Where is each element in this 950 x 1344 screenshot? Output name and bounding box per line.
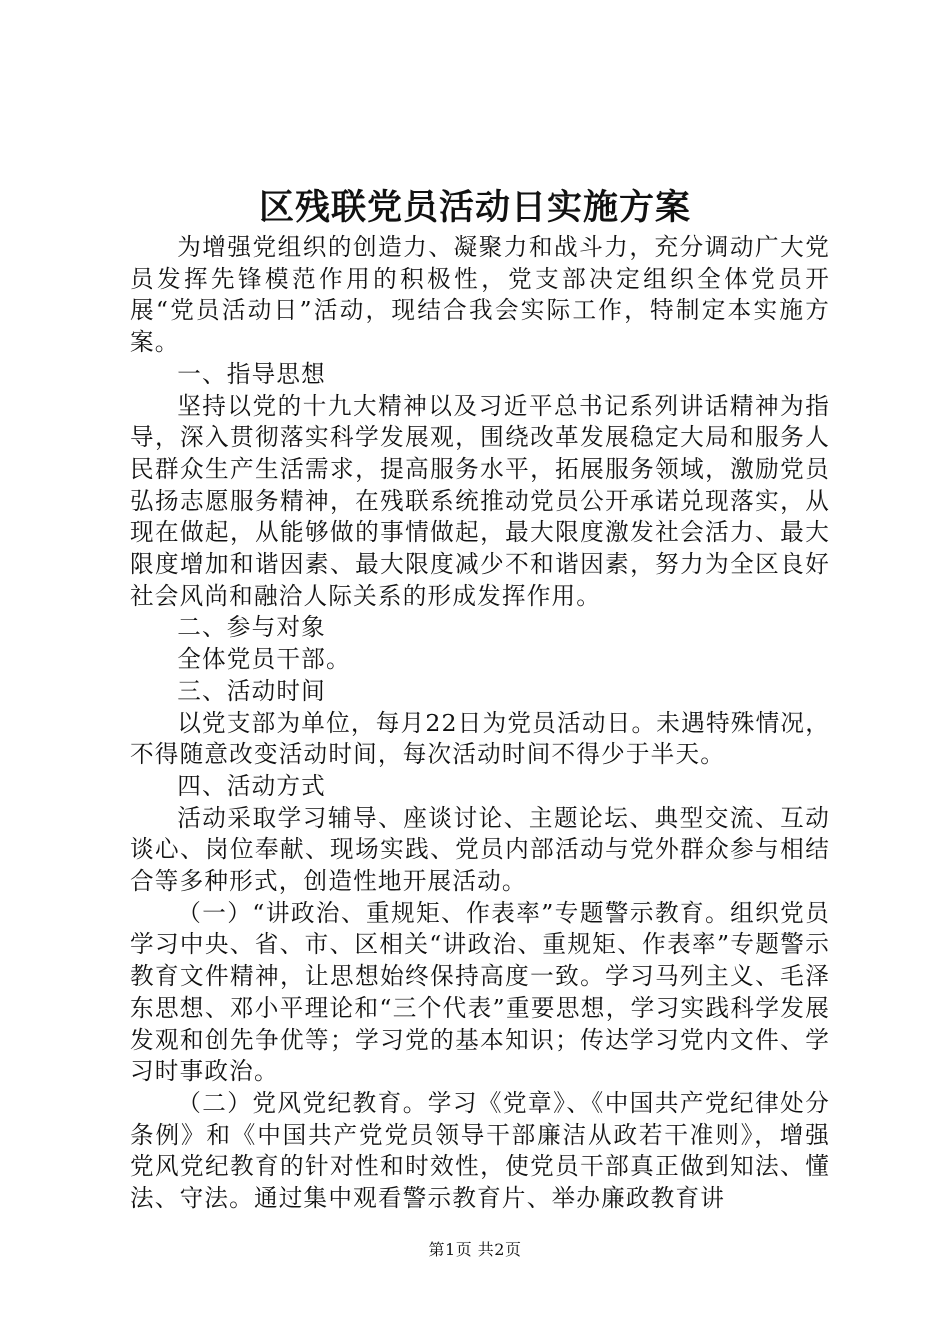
document-title: 区残联党员活动日实施方案 xyxy=(258,187,691,228)
method-item-2-paragraph: （二）党风党纪教育。学习《党章》、《中国共产党纪律处分条例》和《中国共产党党员领导干部廉洁从政若干准则》，增强党风党纪教育的针对性和时效性，使党员干部真正做到知法、懂法、守法。通过集中观看警示教育片、举办廉政教育讲 xyxy=(130,1088,830,1213)
activity-time-paragraph: 以党支部为单位，每月22日为党员活动日。未遇特殊情况，不得随意改变活动时间，每次活动时间不得少于半天。 xyxy=(130,708,830,769)
section-heading-activity-time: 三、活动时间 xyxy=(177,676,326,705)
section-heading-activity-methods: 四、活动方式 xyxy=(177,771,326,800)
activity-methods-paragraph: 活动采取学习辅导、座谈讨论、主题论坛、典型交流、互动谈心、岗位奉献、现场实践、党员内部活动与党外群众参与相结合等多种形式，创造性地开展活动。 xyxy=(130,803,830,896)
intro-paragraph: 为增强党组织的创造力、凝聚力和战斗力，充分调动广大党员发挥先锋模范作用的积极性，党支部决定组织全体党员开展“党员活动日”活动，现结合我会实际工作，特制定本实施方案。 xyxy=(130,233,830,357)
participants-paragraph: 全体党员干部。 xyxy=(177,645,351,674)
section-heading-participants: 二、参与对象 xyxy=(177,613,326,642)
guiding-ideology-paragraph: 坚持以党的十九大精神以及习近平总书记系列讲话精神为指导，深入贯彻落实科学发展观，围绕改革发展稳定大局和服务人民群众生产生活需求，提高服务水平，拓展服务领域，激励党员弘扬志愿服务精神，在残联系统推动党员公开承诺兑现落实，从现在做起，从能够做的事情做起，最大限度激发社会活力、最大限度增加和谐因素、最大限度减少不和谐因素，努力为全区良好社会风尚和融洽人际关系的形成发挥作用。 xyxy=(130,391,830,610)
method-item-1-paragraph: （一）“讲政治、重规矩、作表率”专题警示教育。组织党员学习中央、省、市、区相关“讲政治、重规矩、作表率”专题警示教育文件精神，让思想始终保持高度一致。学习马列主义、毛泽东思想、邓小平理论和“三个代表”重要思想，学习实践科学发展发观和创先争优等；学习党的基本知识；传达学习党内文件、学习时事政治。 xyxy=(130,898,830,1086)
page-footer: 第1页 共2页 xyxy=(428,1240,522,1259)
section-heading-guiding-ideology: 一、指导思想 xyxy=(177,359,326,388)
document-body xyxy=(130,232,830,1215)
